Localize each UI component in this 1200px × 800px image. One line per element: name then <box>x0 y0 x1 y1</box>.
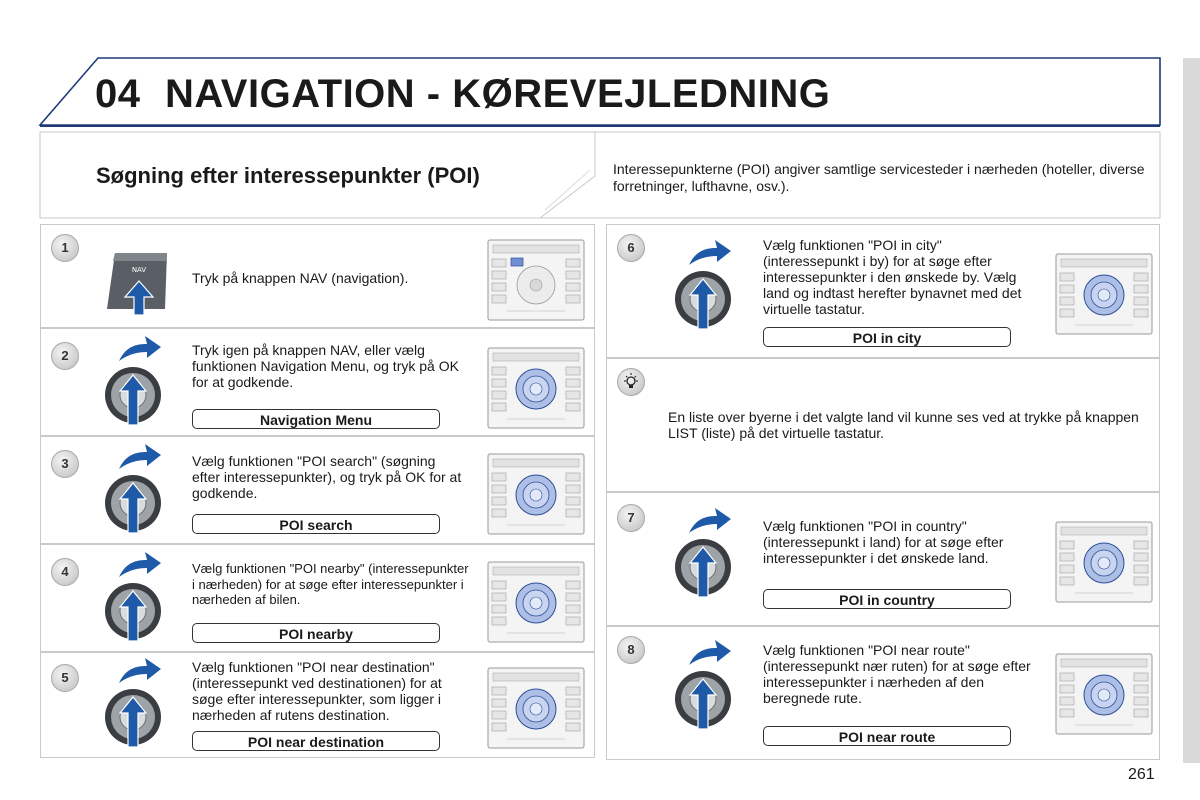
radio-panel-icon <box>1055 521 1153 603</box>
step-number-badge: 1 <box>51 234 79 262</box>
rotary-knob-icon <box>101 333 165 429</box>
step-6 <box>606 224 1160 358</box>
step-text: Tryk igen på knappen NAV, eller vælg funktionen Navigation Menu, og tryk på OK for at godkende. <box>192 342 459 390</box>
nav-button-icon <box>103 247 173 319</box>
step-1 <box>40 224 595 328</box>
step-number-badge: 7 <box>617 504 645 532</box>
page-title: NAVIGATION - KØREVEJLEDNING <box>165 72 831 116</box>
step-5 <box>40 652 595 758</box>
nav-button-label: NAV <box>131 266 147 274</box>
tip-badge <box>617 368 645 396</box>
step-8 <box>606 626 1160 760</box>
step-number-badge: 4 <box>51 558 79 586</box>
page-number: 261 <box>1128 766 1155 783</box>
step-text: Vælg funktionen "POI search" (søgning efter interessepunkter), og tryk på OK for at godkende. <box>192 453 462 501</box>
radio-panel-icon <box>487 561 585 643</box>
radio-panel-icon <box>1055 653 1153 735</box>
function-label-button[interactable]: Navigation Menu <box>192 409 440 429</box>
radio-panel-icon <box>1055 253 1153 335</box>
function-label-button[interactable]: POI nearby <box>192 623 440 643</box>
radio-panel-icon <box>487 347 585 429</box>
rotary-knob-icon <box>101 655 165 751</box>
radio-panel-icon <box>487 667 585 749</box>
section-title: Søgning efter interessepunkter (POI) <box>96 163 480 188</box>
step-number-badge: 8 <box>617 636 645 664</box>
intro-box <box>0 0 1200 230</box>
rotary-knob-icon <box>671 637 735 733</box>
step-4 <box>40 544 595 652</box>
step-text: Vælg funktionen "POI nearby" (interessepunkter i nærheden) for at søge efter interessepunkter i nærheden af bilen. <box>192 561 469 607</box>
step-number-badge: 6 <box>617 234 645 262</box>
chapter-number: 04 <box>95 72 141 116</box>
function-label-button[interactable]: POI in country <box>763 589 1011 609</box>
step-number-badge: 3 <box>51 450 79 478</box>
function-label-button[interactable]: POI near route <box>763 726 1011 746</box>
step-text: Vælg funktionen "POI in country" (interessepunkt i land) for at søge efter interessepunkter i det ønskede land. <box>763 518 1004 566</box>
step-text: Vælg funktionen "POI near destination" (interessepunkt ved destinationen) for at søge efter interessepunkter, som ligger i nærheden af rutens destination. <box>192 659 442 723</box>
tip-text: En liste over byerne i det valgte land vil kunne ses ved at trykke på knappen LIST (liste) på det virtuelle tastatur. <box>668 409 1139 441</box>
step-7 <box>606 492 1160 626</box>
step-number-badge: 5 <box>51 664 79 692</box>
function-label-button[interactable]: POI search <box>192 514 440 534</box>
rotary-knob-icon <box>101 549 165 645</box>
function-label-button[interactable]: POI near destination <box>192 731 440 751</box>
radio-panel-icon <box>487 239 585 321</box>
tip-box <box>606 358 1160 492</box>
rotary-knob-icon <box>671 237 735 333</box>
step-3 <box>40 436 595 544</box>
step-text: Vælg funktionen "POI in city" (interessepunkt i by) for at søge efter interessepunkter i den ønskede by. Vælg land og indtast herefter bynavnet med det virtuelle tastatur. <box>763 237 1022 317</box>
step-2 <box>40 328 595 436</box>
step-number-badge: 2 <box>51 342 79 370</box>
lightbulb-icon <box>618 369 644 395</box>
step-text: Tryk på knappen NAV (navigation). <box>192 270 409 286</box>
radio-panel-icon <box>487 453 585 535</box>
step-text: Vælg funktionen "POI near route" (interessepunkt nær ruten) for at søge efter interessepunkter i nærheden af den beregnede rute. <box>763 642 1031 706</box>
rotary-knob-icon <box>101 441 165 537</box>
function-label-button[interactable]: POI in city <box>763 327 1011 347</box>
rotary-knob-icon <box>671 505 735 601</box>
intro-description: Interessepunkterne (POI) angiver samtlige servicesteder i nærheden (hoteller, diverse forretninger, lufthavne, osv.). <box>613 161 1145 194</box>
